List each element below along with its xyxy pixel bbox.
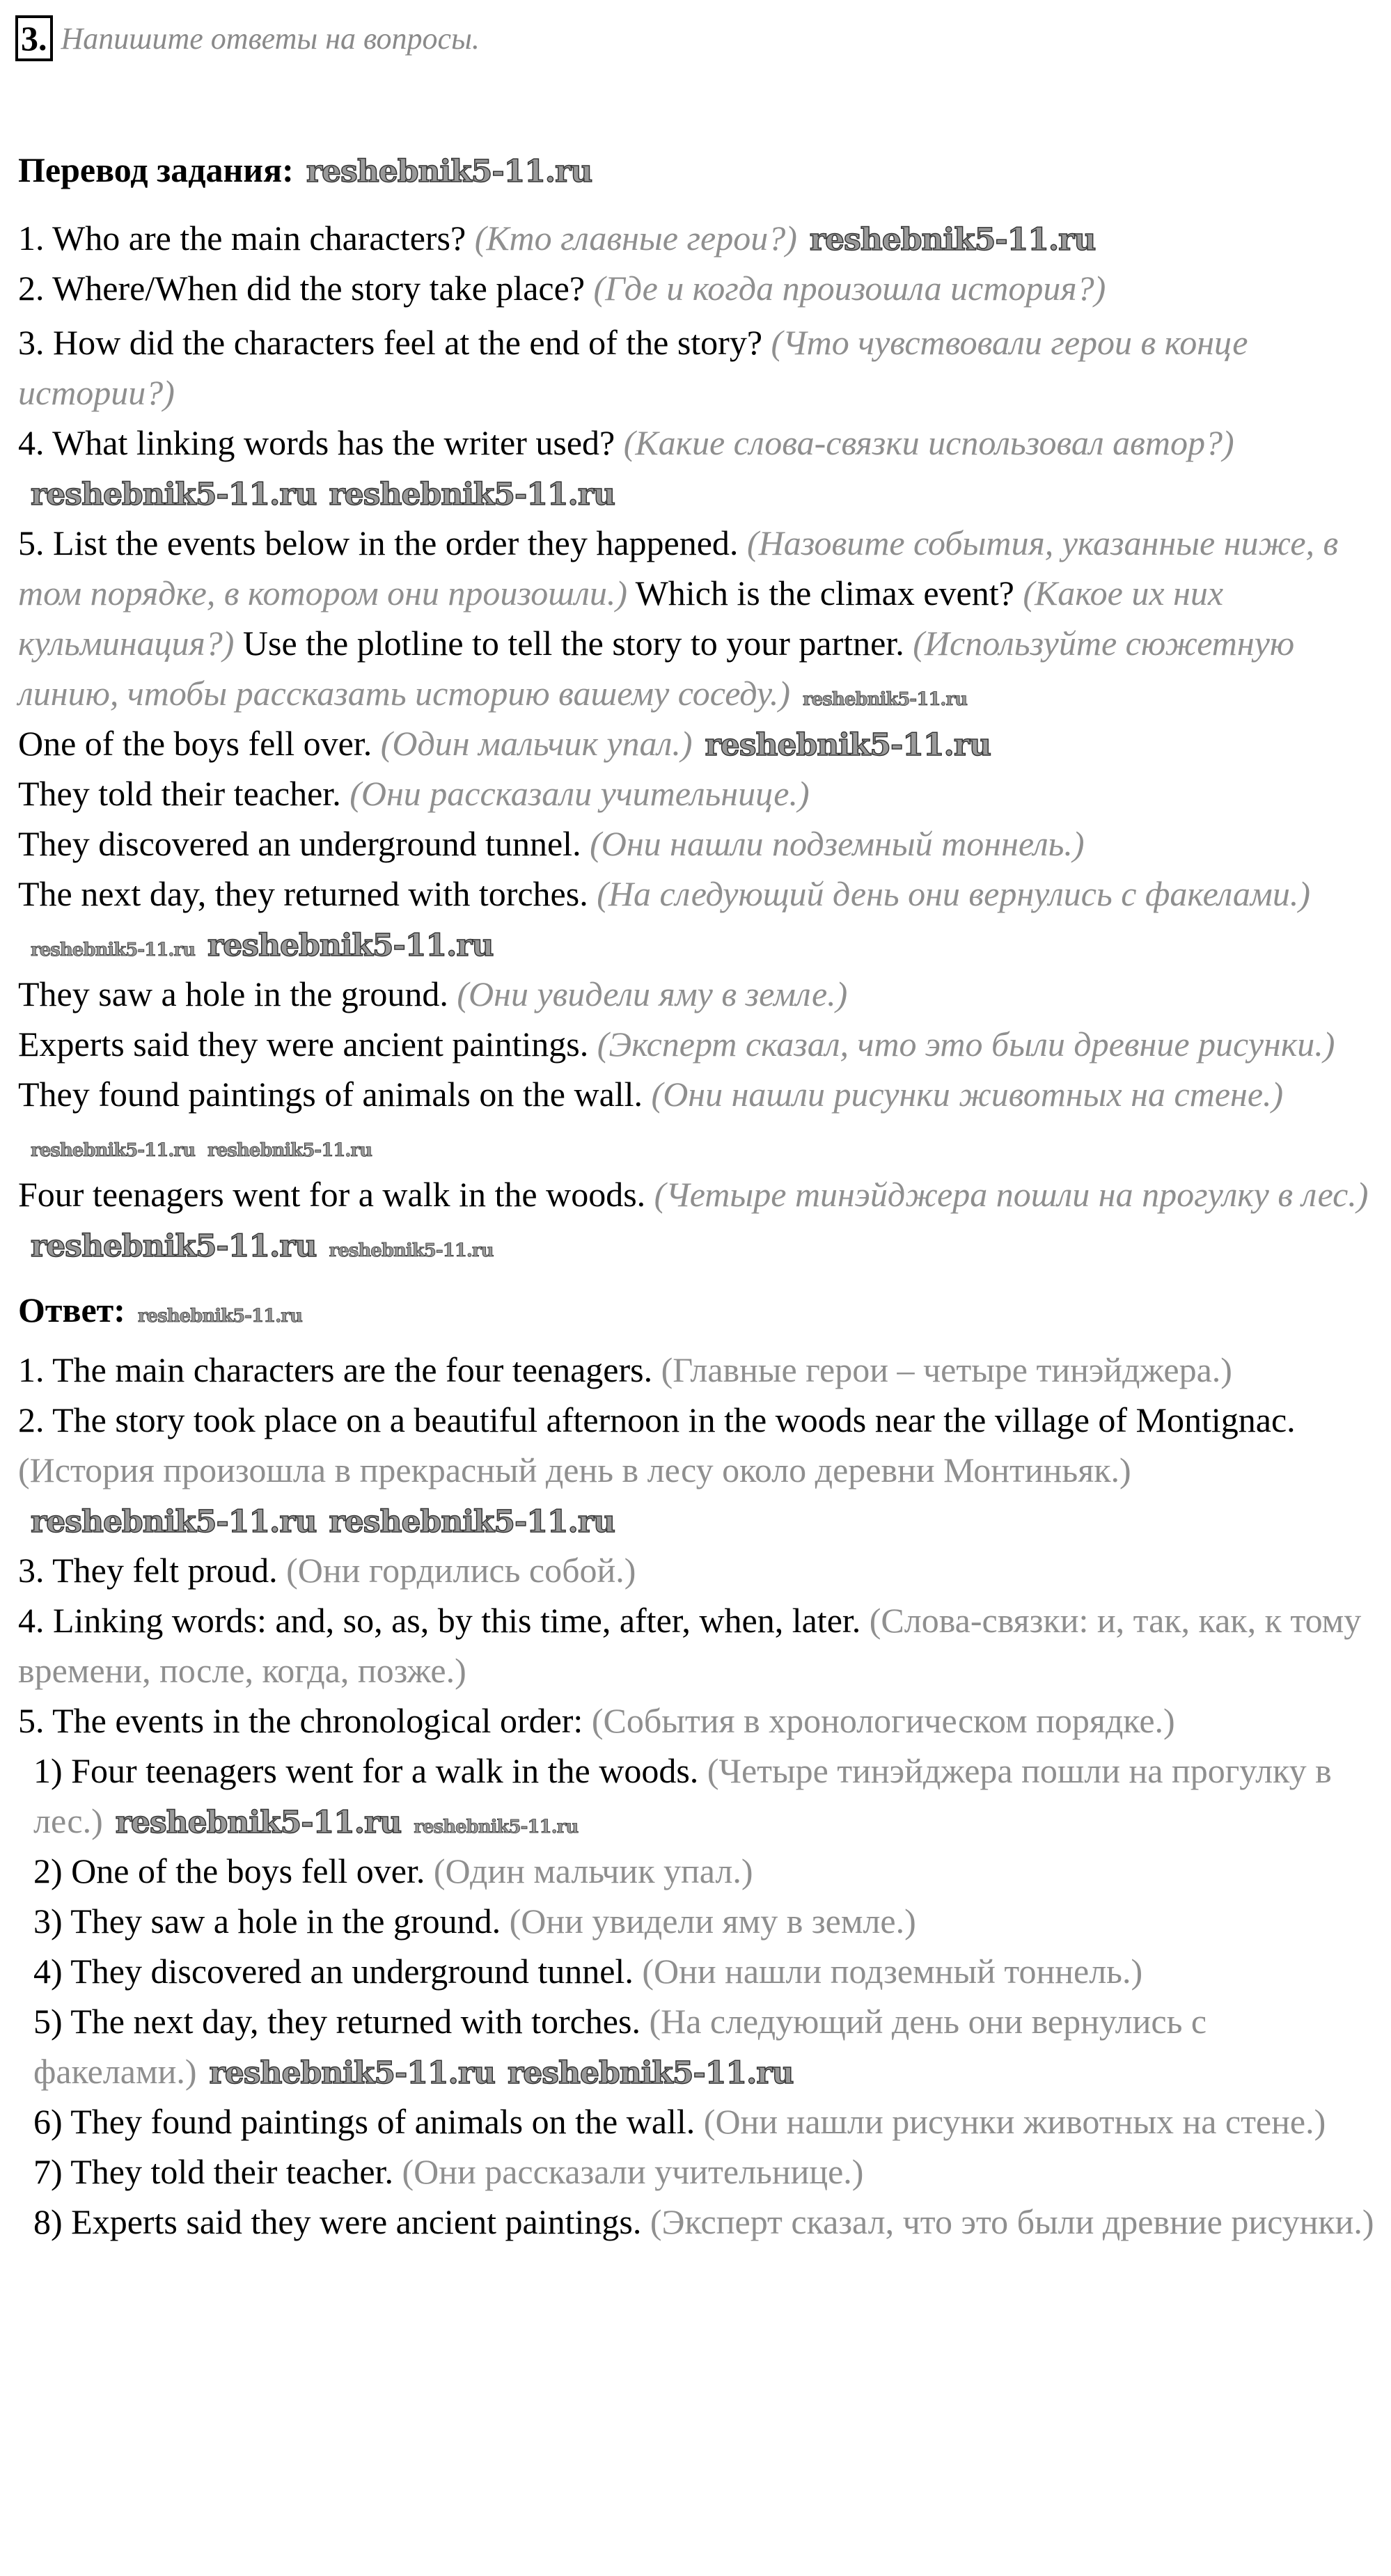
question: 5. List the events below in the order they happened. (Назовите события, указанные ниже, в том порядке, в котором они произошли.) Which is the climax event? (Какое их них кульминация?) Use the plotline to tell the story to your partner. (Используйте сюжетную линию, чтобы рассказать историю вашему соседу.) reshebnik5-11.ru [18, 523, 1339, 713]
event-item: One of the boys fell over. (Один мальчик упал.) reshebnik5-11.ru [18, 724, 991, 763]
event-item: Four teenagers went for a walk in the woods. (Четыре тинэйджера пошли на прогулку в лес.)reshebnik5-11.ru reshebnik5-11.ru [18, 1175, 1369, 1264]
watermark: reshebnik5-11.ru [414, 1817, 579, 1838]
answer-heading: Ответ: reshebnik5-11.ru [18, 1290, 302, 1329]
event-item: They saw a hole in the ground. (Они увидели яму в земле.) [18, 974, 848, 1013]
watermark: reshebnik5-11.ru [705, 727, 991, 763]
ordered-event: 6) They found paintings of animals on the wall. (Они нашли рисунки животных на стене.) [33, 2102, 1326, 2141]
ordered-event: 2) One of the boys fell over. (Один мальчик упал.) [33, 1851, 753, 1890]
watermark: reshebnik5-11.ru [306, 154, 592, 189]
watermark: reshebnik5-11.ru [329, 477, 615, 512]
question: 4. What linking words has the writer used? (Какие слова-связки использовал автор?)reshebnik5-11.ru reshebnik5-11.ru [18, 423, 1234, 512]
question: 1. Who are the main characters? (Кто главные герои?) reshebnik5-11.ru [18, 219, 1096, 258]
watermark: reshebnik5-11.ru [31, 1228, 317, 1264]
ordered-event: 5) The next day, they returned with torches. (На следующий день они вернулись с факелами.) reshebnik5-11.ru reshebnik5-11.ru [33, 2002, 1207, 2091]
ordered-event: 4) They discovered an underground tunnel. (Они нашли подземный тоннель.) [33, 1952, 1143, 1991]
watermark: reshebnik5-11.ru [209, 2055, 496, 2091]
watermark: reshebnik5-11.ru [809, 222, 1096, 258]
watermark: reshebnik5-11.ru [31, 1140, 196, 1161]
watermark: reshebnik5-11.ru [137, 1306, 302, 1327]
watermark: reshebnik5-11.ru [115, 1805, 402, 1840]
event-item: The next day, they returned with torches. (На следующий день они вернулись с факелами.)reshebnik5-11.ru reshebnik5-11.ru [18, 874, 1310, 963]
event-item: They found paintings of animals on the wall. (Они нашли рисунки животных на стене.)reshebnik5-11.ru reshebnik5-11.ru [18, 1075, 1284, 1161]
ordered-event: 3) They saw a hole in the ground. (Они увидели яму в земле.) [33, 1902, 916, 1941]
question: 2. Where/When did the story take place? (Где и когда произошла история?) [18, 269, 1106, 308]
answer: 3. They felt proud. (Они гордились собой.) [18, 1551, 636, 1590]
ordered-event: 1) Four teenagers went for a walk in the woods. (Четыре тинэйджера пошли на прогулку в лес.) reshebnik5-11.ru reshebnik5-11.ru [33, 1751, 1332, 1840]
ordered-event: 8) Experts said they were ancient paintings. (Эксперт сказал, что это были древние рисунки.) [33, 2202, 1374, 2241]
watermark: reshebnik5-11.ru [508, 2055, 794, 2091]
watermark: reshebnik5-11.ru [329, 1504, 615, 1540]
watermark: reshebnik5-11.ru [31, 940, 196, 961]
translation-heading: Перевод задания: reshebnik5-11.ru [18, 150, 592, 189]
ordered-event: 7) They told their teacher. (Они рассказали учительнице.) [33, 2152, 864, 2191]
answer: 5. The events in the chronological order: (События в хронологическом порядке.) [18, 1701, 1175, 1740]
task-number: 3. [15, 15, 53, 61]
watermark: reshebnik5-11.ru [207, 1140, 372, 1161]
watermark: reshebnik5-11.ru [803, 689, 968, 710]
watermark: reshebnik5-11.ru [207, 928, 494, 963]
event-item: Experts said they were ancient paintings. (Эксперт сказал, что это были древние рисунки.) [18, 1025, 1335, 1064]
answer: 2. The story took place on a beautiful afternoon in the woods near the village of Montignac. (История произошла в прекрасный день в лесу около деревни Монтиньяк.)reshebnik5-11.ru reshebnik5-11.ru [18, 1400, 1296, 1540]
watermark: reshebnik5-11.ru [31, 1504, 317, 1540]
task-instruction: Напишите ответы на вопросы. [61, 21, 480, 56]
task-header [0, 0, 1391, 61]
watermark: reshebnik5-11.ru [31, 477, 317, 512]
question: 3. How did the characters feel at the end of the story? (Что чувствовали герои в конце истории?) [18, 323, 1248, 412]
answer: 4. Linking words: and, so, as, by this time, after, when, later. (Слова-связки: и, так, как, к тому времени, после, когда, позже.) [18, 1601, 1362, 1690]
event-item: They discovered an underground tunnel. (Они нашли подземный тоннель.) [18, 824, 1085, 863]
document-body [18, 145, 1376, 2247]
event-item: They told their teacher. (Они рассказали учительнице.) [18, 774, 810, 813]
watermark: reshebnik5-11.ru [329, 1240, 494, 1261]
answer: 1. The main characters are the four teenagers. (Главные герои – четыре тинэйджера.) [18, 1350, 1232, 1389]
